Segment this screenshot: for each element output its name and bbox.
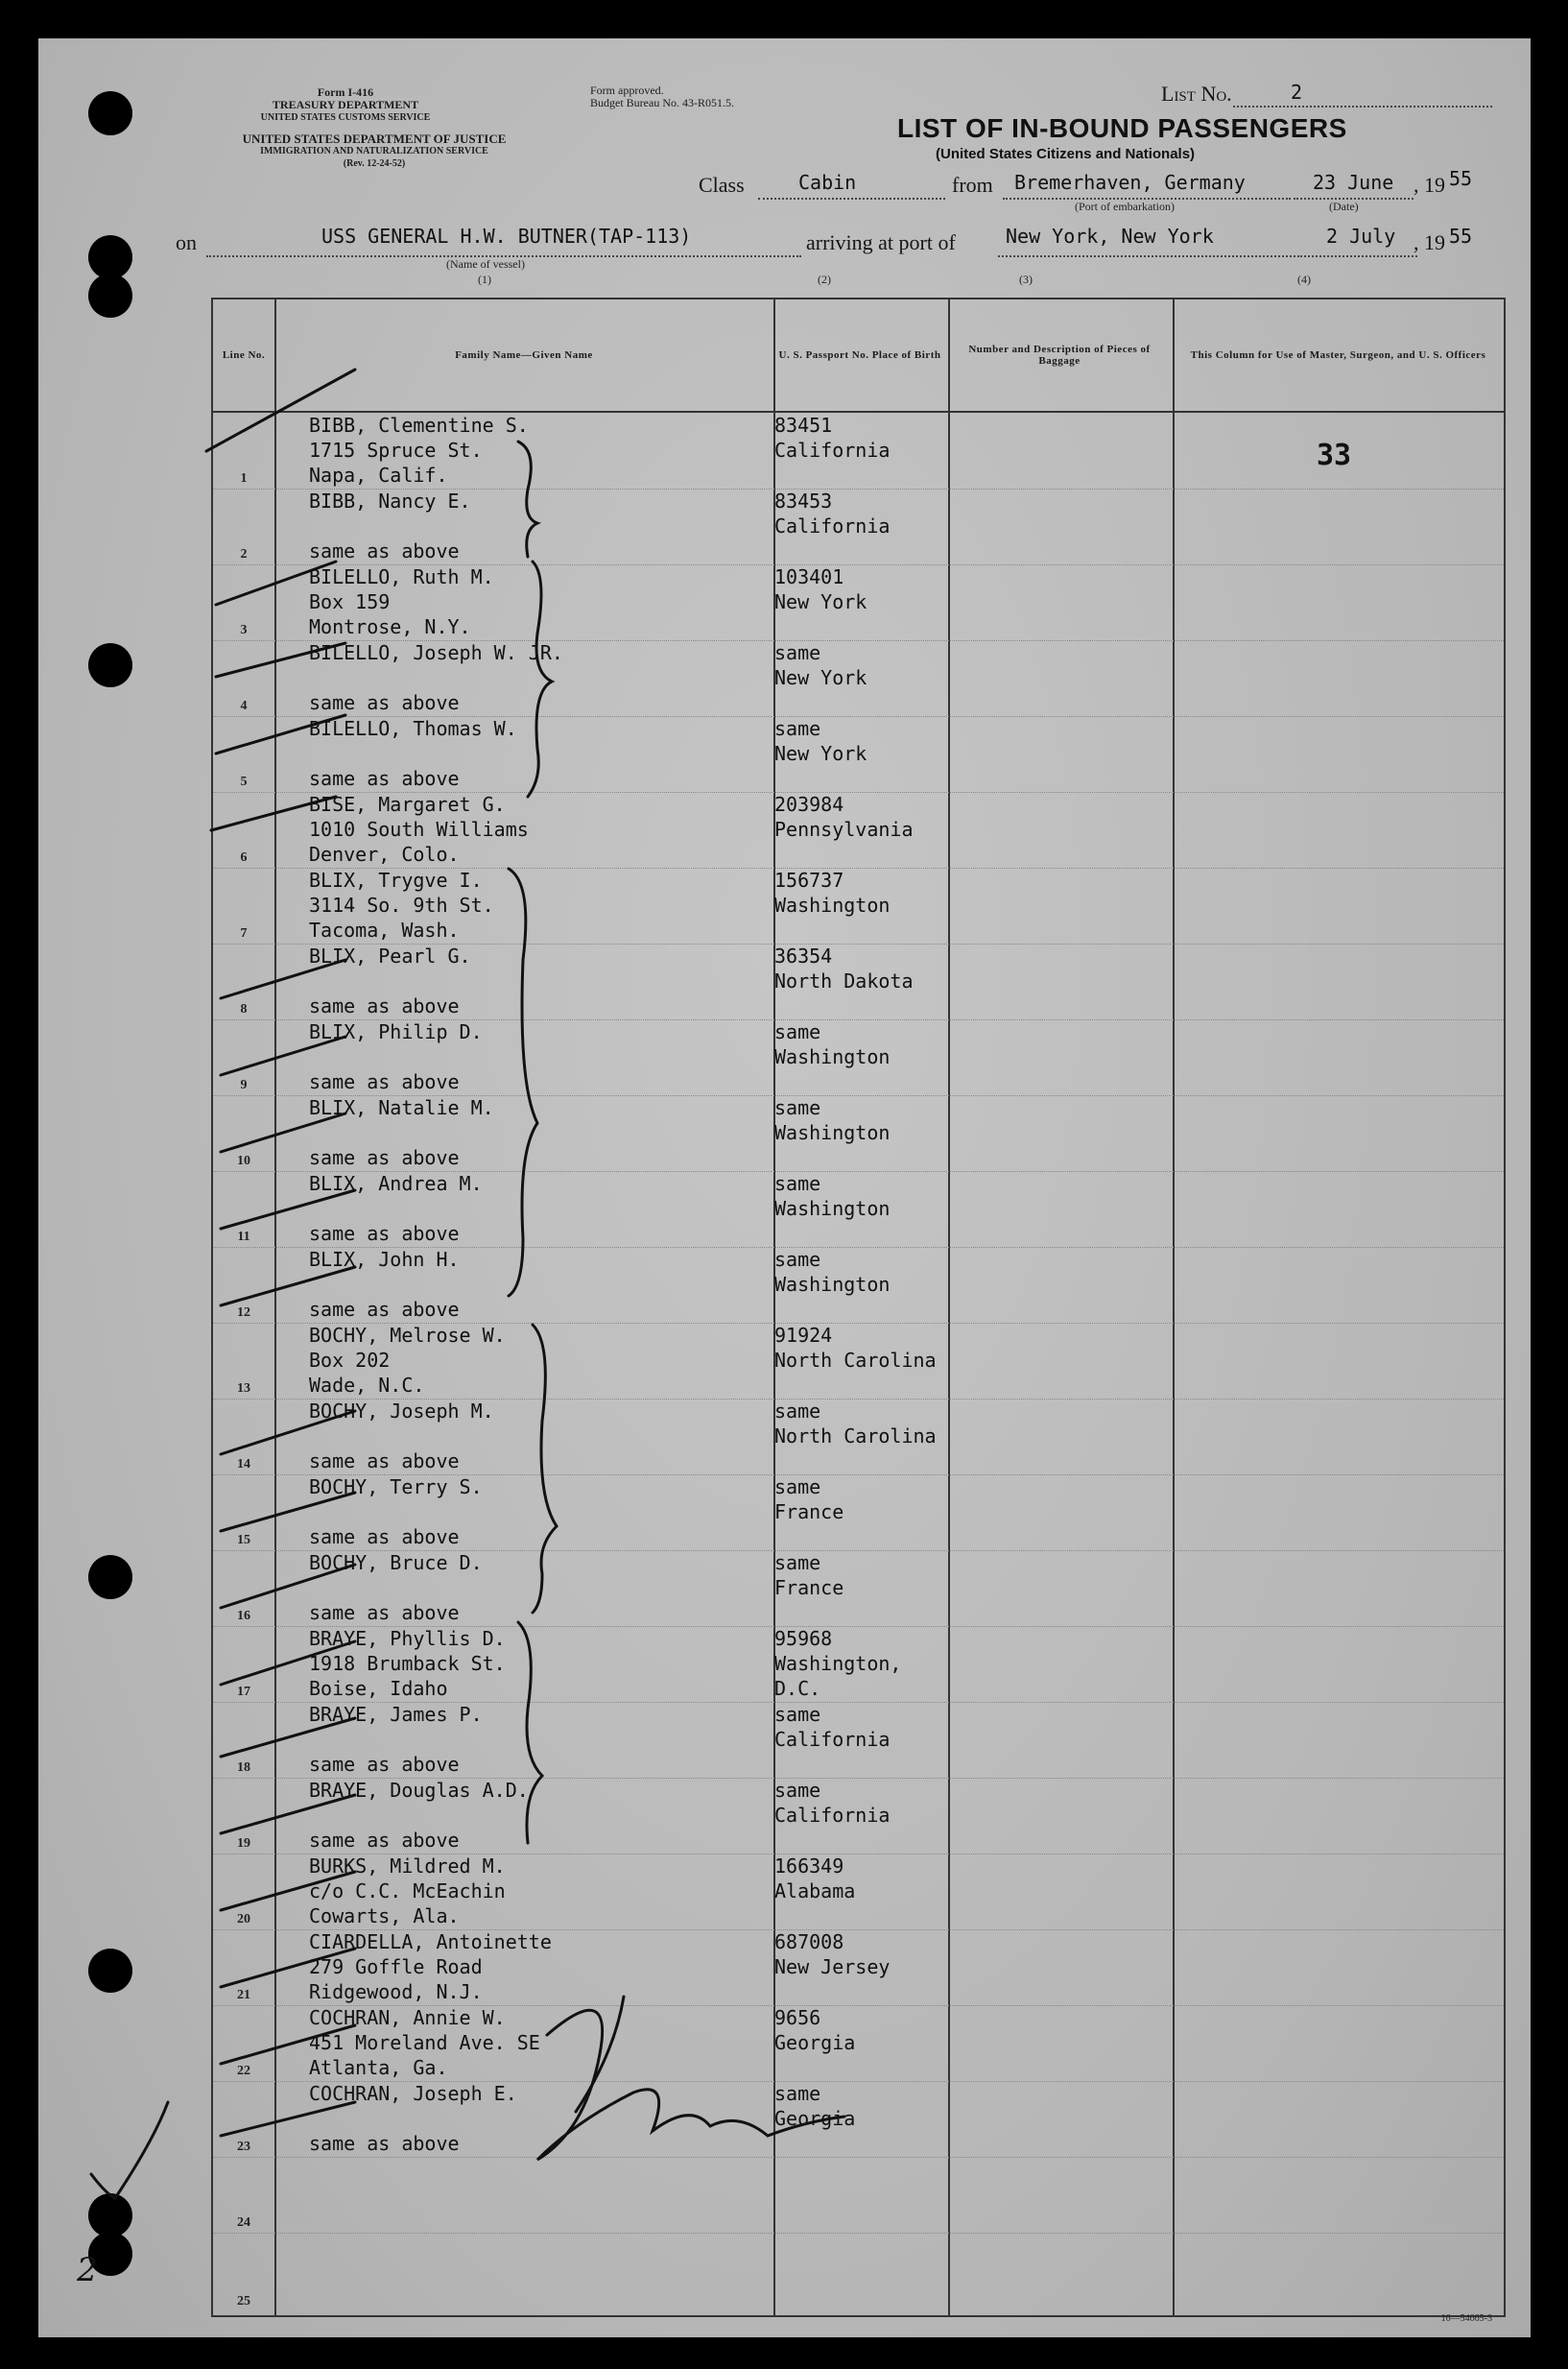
passport-birth: 83453 California [774, 490, 891, 538]
binder-hole [88, 1949, 132, 1993]
line-number: 4 [240, 699, 248, 713]
arrival-year-prefix: , 19 [1414, 230, 1445, 254]
column-number: (4) [1297, 273, 1311, 286]
passport-birth: 91924 North Carolina [774, 1324, 937, 1372]
passenger-name: BOCHY, Melrose W. Box 202 Wade, N.C. [309, 1324, 506, 1397]
passenger-name: BIBB, Clementine S. 1715 Spruce St. Napa, Calif. [309, 414, 529, 487]
binder-hole [88, 1555, 132, 1599]
line-number: 3 [240, 623, 248, 637]
date-caption: (Date) [1329, 200, 1359, 213]
passport-birth: 687008 New Jersey [774, 1930, 891, 1978]
date-value: 23 June [1313, 171, 1394, 194]
arrival-date-value: 2 July [1326, 225, 1396, 248]
table-row [213, 2005, 1504, 2082]
from-value: Bremerhaven, Germany [1014, 171, 1246, 194]
margin-check [91, 2102, 168, 2198]
binder-hole [88, 274, 132, 318]
passenger-name: BLIX, Pearl G. same as above [309, 945, 471, 1017]
passenger-name: BLIX, Natalie M. same as above [309, 1096, 494, 1169]
passport-birth: 36354 North Dakota [774, 945, 914, 993]
margin-note: 2 [77, 2251, 98, 2289]
passport-birth: same North Carolina [774, 1400, 937, 1448]
approval-line: Form approved. [590, 84, 664, 97]
form-service: UNITED STATES CUSTOMS SERVICE [260, 112, 431, 123]
passport-birth: same California [774, 1779, 891, 1827]
line-number: 23 [237, 2140, 250, 2154]
passenger-name: BOCHY, Terry S. same as above [309, 1475, 483, 1548]
passport-birth: same California [774, 1703, 891, 1751]
line-number: 2 [240, 547, 248, 562]
table-row [213, 1854, 1504, 1930]
passenger-table [211, 298, 1506, 2317]
table-row [213, 944, 1504, 1020]
passport-birth: 95968 Washington, D.C. [774, 1627, 902, 1700]
binder-hole [88, 91, 132, 135]
class-value: Cabin [798, 171, 857, 194]
line-number: 11 [237, 1230, 250, 1244]
officer-count: 33 [1317, 439, 1352, 472]
passenger-name [309, 2233, 750, 2308]
passenger-name [309, 2157, 750, 2232]
table-row [213, 1474, 1504, 1551]
header-officers: This Column for Use of Master, Surgeon, and U. S. Officers [1190, 349, 1486, 361]
form-block [240, 86, 451, 124]
footer-form-number: 16—54665-3 [1440, 2313, 1492, 2324]
table-row [213, 1778, 1504, 1855]
form-number: Form I-416 [317, 85, 374, 99]
table-row [213, 1626, 1504, 1703]
arrival-year-value: 55 [1449, 225, 1473, 248]
table-row [213, 1550, 1504, 1627]
table-row [213, 716, 1504, 793]
table-row [213, 868, 1504, 945]
passport-birth: same Washington [774, 1020, 891, 1068]
year-prefix: , 19 [1414, 173, 1445, 197]
page-subtitle: (United States Citizens and Nationals) [936, 146, 1196, 162]
passport-birth: same Georgia [774, 2082, 856, 2130]
line-number: 20 [237, 1912, 250, 1926]
line-number: 25 [237, 2294, 250, 2309]
passenger-name: BILELLO, Ruth M. Box 159 Montrose, N.Y. [309, 565, 494, 638]
class-label: Class [699, 173, 745, 197]
passenger-name: BILELLO, Joseph W. JR. same as above [309, 641, 563, 714]
passenger-name: BURKS, Mildred M. c/o C.C. McEachin Cowarts, Ala. [309, 1855, 506, 1927]
class-fill [758, 173, 945, 200]
line-number: 15 [237, 1533, 250, 1547]
binder-hole [88, 643, 132, 687]
header-name: Family Name—Given Name [455, 349, 593, 361]
header-passport: U. S. Passport No. Place of Birth [778, 349, 941, 361]
passenger-name: BOCHY, Joseph M. same as above [309, 1400, 494, 1472]
from-fill [1003, 173, 1291, 200]
manifest-sheet [38, 38, 1531, 2337]
line-number: 18 [237, 1760, 250, 1775]
passenger-name: BLIX, Philip D. same as above [309, 1020, 483, 1093]
passport-birth: same New York [774, 641, 867, 689]
table-row [213, 1019, 1504, 1096]
passenger-name: BRAYE, Douglas A.D. same as above [309, 1779, 529, 1852]
vessel-caption: (Name of vessel) [446, 257, 525, 271]
line-number: 16 [237, 1609, 250, 1623]
approval-line: Budget Bureau No. 43-R051.5. [590, 96, 734, 109]
date-fill [1294, 173, 1414, 200]
table-row [213, 1399, 1504, 1475]
passport-birth: 203984 Pennsylvania [774, 793, 914, 841]
passenger-name: BRAYE, Phyllis D. 1918 Brumback St. Boise, Idaho [309, 1627, 506, 1700]
table-row [213, 1702, 1504, 1779]
line-number: 13 [237, 1381, 250, 1396]
port-value: New York, New York [1006, 225, 1214, 248]
table-row [213, 2081, 1504, 2158]
vessel-value: USS GENERAL H.W. BUTNER(TAP-113) [321, 225, 692, 248]
table-row [213, 792, 1504, 869]
column-number: (3) [1019, 273, 1033, 286]
dept-name: UNITED STATES DEPARTMENT OF JUSTICE [242, 132, 507, 146]
line-number: 9 [240, 1078, 248, 1092]
line-number: 21 [237, 1988, 250, 2002]
passenger-name: BOCHY, Bruce D. same as above [309, 1551, 483, 1624]
passport-birth: 9656 Georgia [774, 2006, 856, 2054]
vessel-fill [206, 225, 801, 257]
table-row [213, 489, 1504, 565]
passport-birth: same New York [774, 717, 867, 765]
arriving-label: arriving at port of [806, 230, 956, 254]
passenger-name: COCHRAN, Joseph E. same as above [309, 2082, 517, 2155]
passenger-name: BLIX, Andrea M. same as above [309, 1172, 483, 1245]
table-row [213, 2233, 1504, 2311]
passenger-name: CIARDELLA, Antoinette 279 Goffle Road Ridgewood, N.J. [309, 1930, 552, 2003]
passenger-name: BRAYE, James P. same as above [309, 1703, 483, 1776]
line-number: 14 [237, 1457, 250, 1472]
dept-block [163, 132, 585, 170]
line-number: 7 [240, 926, 248, 941]
arrival-date-fill [1297, 225, 1417, 257]
port-fill [998, 225, 1295, 257]
line-number: 24 [237, 2215, 250, 2230]
passenger-name: BLIX, Trygve I. 3114 So. 9th St. Tacoma, Wash. [309, 869, 494, 942]
table-row [213, 1323, 1504, 1400]
passport-birth [774, 2157, 947, 2207]
passport-birth: 103401 New York [774, 565, 867, 613]
passport-birth: same Washington [774, 1172, 891, 1220]
table-row [213, 2157, 1504, 2234]
page-title: LIST OF IN-BOUND PASSENGERS [897, 113, 1347, 143]
from-caption: (Port of embarkation) [1075, 200, 1175, 213]
line-number: 5 [240, 775, 248, 789]
column-number: (1) [478, 273, 491, 286]
passport-birth [774, 2233, 947, 2283]
line-number: 17 [237, 1685, 250, 1699]
passport-birth: same France [774, 1475, 844, 1523]
form-department: TREASURY DEPARTMENT [272, 98, 419, 111]
from-label: from [952, 173, 993, 197]
dept-service: IMMIGRATION AND NATURALIZATION SERVICE [260, 146, 488, 156]
passport-birth: 156737 Washington [774, 869, 891, 917]
passenger-name: COCHRAN, Annie W. 451 Moreland Ave. SE Atlanta, Ga. [309, 2006, 540, 2079]
dept-rev: (Rev. 12-24-52) [343, 158, 406, 169]
line-number: 12 [237, 1305, 250, 1320]
passenger-name: BISE, Margaret G. 1010 South Williams Denver, Colo. [309, 793, 529, 866]
table-row [213, 413, 1504, 490]
line-number: 19 [237, 1836, 250, 1851]
list-no-fill [1233, 81, 1492, 108]
line-number: 1 [240, 471, 248, 486]
approval-block [590, 84, 830, 109]
table-header [213, 299, 1504, 413]
header-baggage: Number and Description of Pieces of Baggage [968, 344, 1151, 367]
table-row [213, 1095, 1504, 1172]
passenger-name: BLIX, John H. same as above [309, 1248, 460, 1321]
header-line-no: Line No. [222, 349, 266, 361]
passport-birth: same France [774, 1551, 844, 1599]
table-row [213, 1929, 1504, 2006]
passenger-name: BILELLO, Thomas W. same as above [309, 717, 517, 790]
table-row [213, 1247, 1504, 1324]
line-number: 8 [240, 1002, 248, 1017]
table-row [213, 1171, 1504, 1248]
year-value: 55 [1449, 167, 1473, 190]
line-number: 22 [237, 2064, 250, 2078]
column-number: (2) [818, 273, 831, 286]
passport-birth: 166349 Alabama [774, 1855, 856, 1902]
list-no-label: List No. [1161, 82, 1232, 106]
passport-birth: same Washington [774, 1248, 891, 1296]
on-label: on [176, 230, 197, 254]
table-row [213, 640, 1504, 717]
list-no-value: 2 [1291, 81, 1303, 104]
passport-birth: same Washington [774, 1096, 891, 1144]
table-row [213, 564, 1504, 641]
line-number: 6 [240, 850, 248, 865]
line-number: 10 [237, 1154, 250, 1168]
passport-birth: 83451 California [774, 414, 891, 462]
passenger-name: BIBB, Nancy E. same as above [309, 490, 471, 562]
